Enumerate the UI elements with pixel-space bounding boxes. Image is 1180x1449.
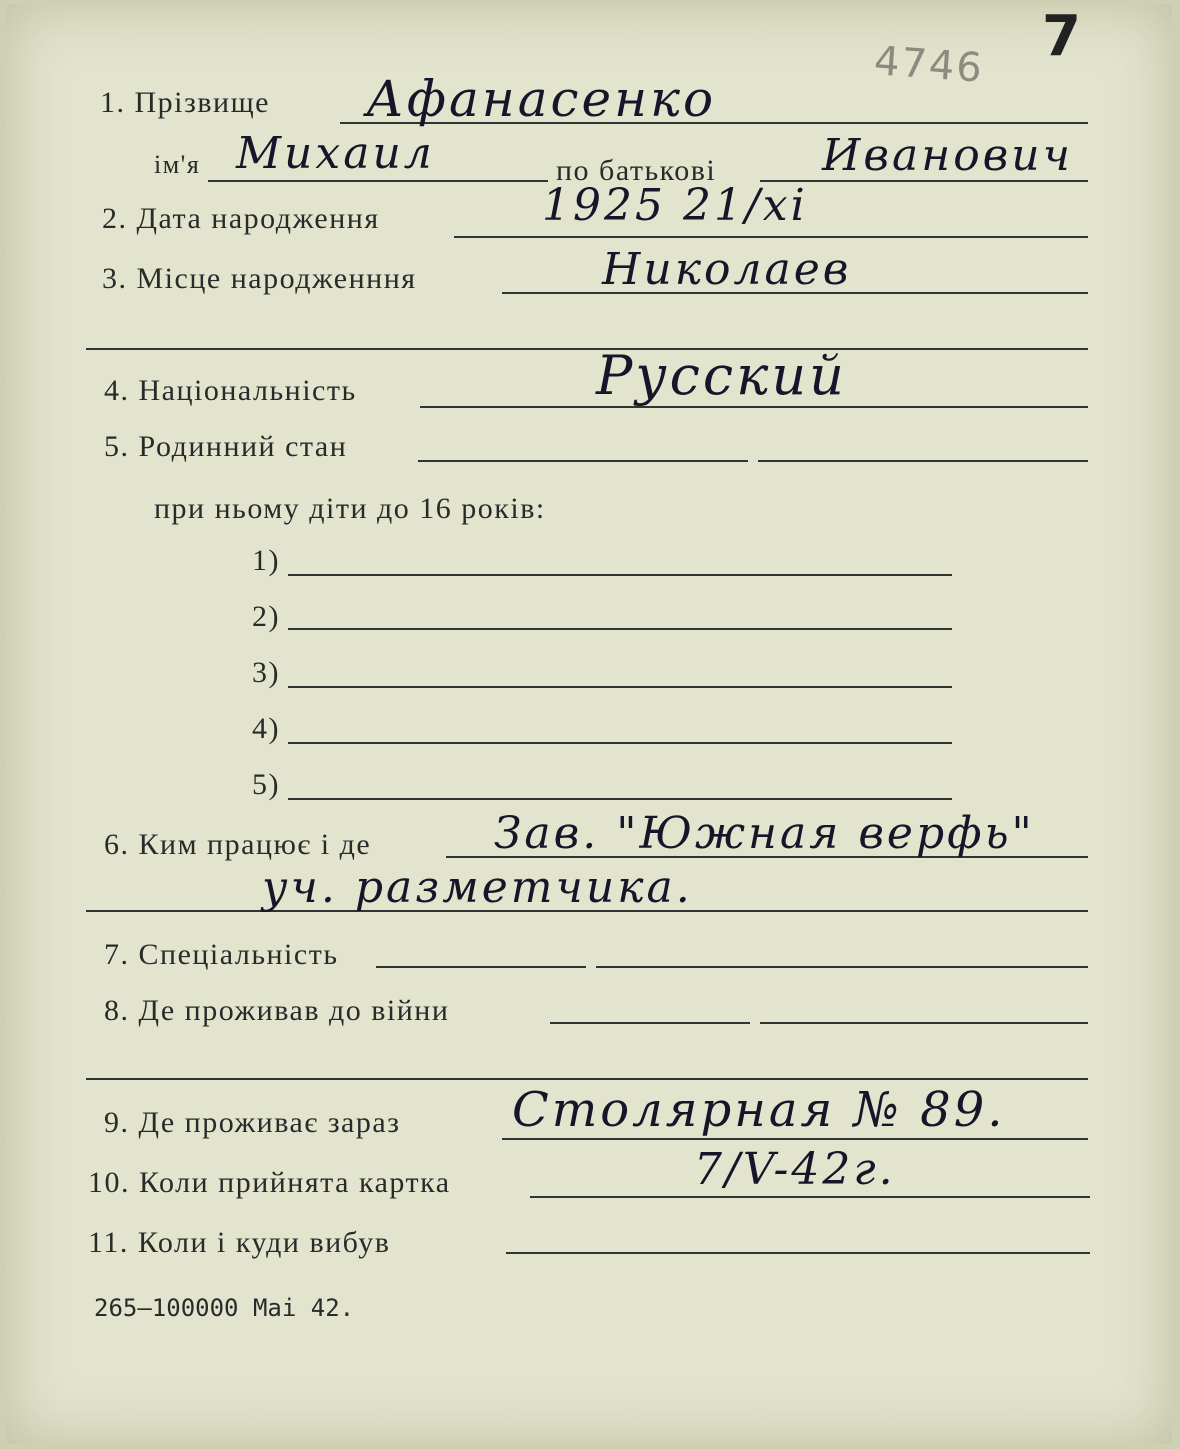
child-2-label: 2) bbox=[252, 600, 280, 633]
child-2-line bbox=[288, 628, 952, 630]
print-run-footer: 265—100000 Mai 42. bbox=[94, 1294, 355, 1322]
current-residence-label: 9. Де проживає зараз bbox=[104, 1106, 401, 1139]
occupation-value-2: уч. разметчика. bbox=[262, 862, 693, 913]
occupation-value: Зав. "Южная верфь" bbox=[494, 808, 1035, 859]
birthdate-value: 1925 21/хі bbox=[542, 180, 808, 231]
birthplace-extra-line bbox=[86, 348, 1088, 350]
child-3-label: 3) bbox=[252, 656, 280, 689]
archive-number: 4746 bbox=[872, 38, 986, 92]
departure-line bbox=[506, 1252, 1090, 1254]
child-1-line bbox=[288, 574, 952, 576]
registration-card bbox=[6, 4, 1172, 1444]
children-label: при ньому діти до 16 років: bbox=[154, 492, 546, 525]
child-5-label: 5) bbox=[252, 768, 280, 801]
specialty-line-a bbox=[376, 966, 586, 968]
child-4-label: 4) bbox=[252, 712, 280, 745]
child-1-label: 1) bbox=[252, 544, 280, 577]
patronymic-value: Иванович bbox=[822, 130, 1074, 181]
prewar-residence-line-b bbox=[760, 1022, 1088, 1024]
birthplace-label: 3. Місце народженння bbox=[102, 262, 417, 295]
card-accepted-value: 7/V-42г. bbox=[694, 1144, 896, 1195]
marital-status-label: 5. Родинний стан bbox=[104, 430, 348, 463]
marital-status-line-a bbox=[418, 460, 748, 462]
birthdate-line bbox=[454, 236, 1088, 238]
specialty-label: 7. Спеціальність bbox=[104, 938, 339, 971]
card-accepted-label: 10. Коли прийнята картка bbox=[88, 1166, 451, 1199]
first-name-value: Михаил bbox=[236, 128, 435, 179]
prewar-residence-line-2 bbox=[86, 1078, 1088, 1080]
patronymic-label: по батькові bbox=[556, 154, 717, 187]
departure-label: 11. Коли і куди вибув bbox=[88, 1226, 391, 1259]
specialty-line-b bbox=[596, 966, 1088, 968]
surname-label: 1. Прізвище bbox=[100, 86, 270, 119]
birthdate-label: 2. Дата народження bbox=[102, 202, 380, 235]
prewar-residence-label: 8. Де проживав до війни bbox=[104, 994, 450, 1027]
first-name-label: ім'я bbox=[154, 150, 201, 179]
child-5-line bbox=[288, 798, 952, 800]
birthplace-value: Николаев bbox=[602, 244, 852, 295]
prewar-residence-line-a bbox=[550, 1022, 750, 1024]
first-name-line bbox=[208, 180, 548, 182]
child-3-line bbox=[288, 686, 952, 688]
page-mark: 7 bbox=[1042, 4, 1081, 69]
marital-status-line-b bbox=[758, 460, 1088, 462]
card-accepted-line bbox=[530, 1196, 1090, 1198]
surname-value: Афанасенко bbox=[366, 70, 717, 128]
child-4-line bbox=[288, 742, 952, 744]
current-residence-value: Столярная № 89. bbox=[512, 1082, 1006, 1138]
current-residence-line bbox=[502, 1138, 1088, 1140]
occupation-label: 6. Ким працює і де bbox=[104, 828, 372, 861]
nationality-label: 4. Національність bbox=[104, 374, 357, 407]
nationality-value: Русский bbox=[596, 344, 847, 407]
